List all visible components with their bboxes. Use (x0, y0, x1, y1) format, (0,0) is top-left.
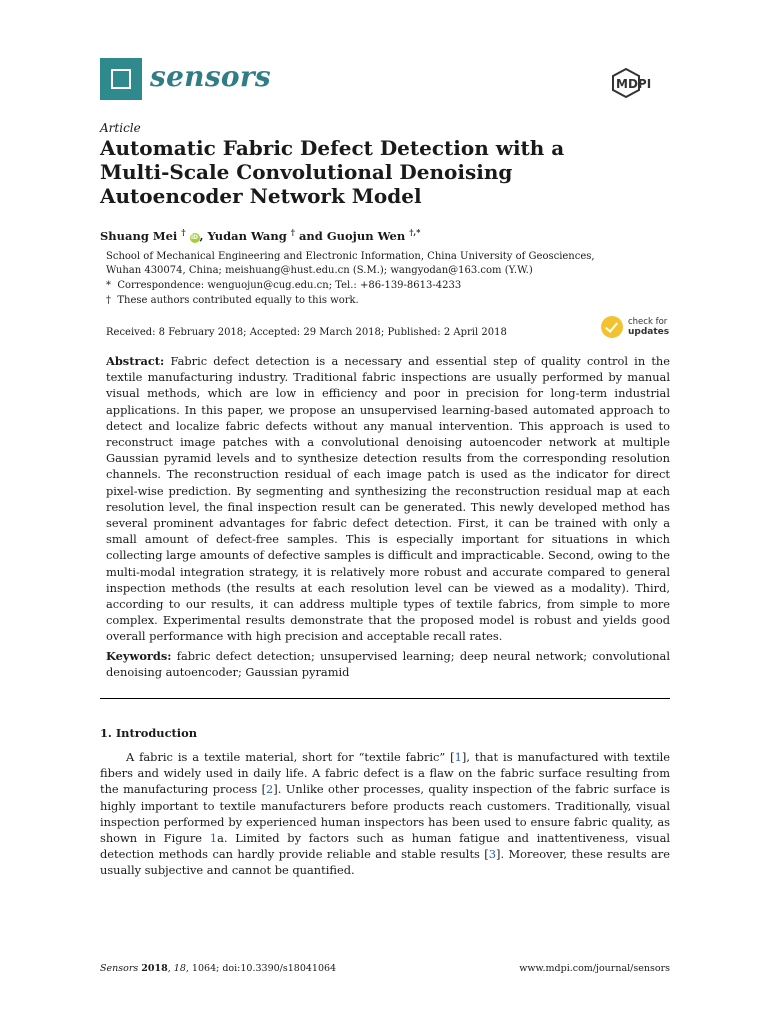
correspondence: * Correspondence: wenguojun@cug.edu.cn; Tel.: +86-139-8613-4233 (106, 280, 462, 291)
intro-text-part: a. Limited by factors such as human fatigue and inattentiveness, visual detection methods can hardly provide reliable and stable results [ (100, 831, 670, 862)
paper-title: Automatic Fabric Defect Detection with a Multi-Scale Convolutional Denoising Autoencoder Network Model (100, 136, 565, 208)
publication-dates: Received: 8 February 2018; Accepted: 29 March 2018; Published: 2 April 2018 (106, 327, 507, 338)
abstract (106, 353, 670, 645)
section-divider (100, 698, 670, 699)
author-separator: and (294, 228, 327, 243)
check-updates-line1: check for (628, 317, 668, 327)
citation-link[interactable]: 2 (266, 782, 274, 797)
abstract-label: Abstract: (106, 354, 165, 368)
publisher-name: MDPI (616, 77, 652, 91)
figure-link[interactable]: 1 (209, 831, 218, 846)
author-marks: † (181, 227, 186, 237)
affiliation: School of Mechanical Engineering and Electronic Information, China University of Geosciences, Wuhan 430074, China; meishuang@hust.edu.cn (S.M.); wangyodan@163.com (Y.W.) (106, 251, 595, 276)
journal-logo-icon (100, 58, 142, 100)
introduction-paragraph (100, 749, 670, 879)
intro-text-part: ]. Unlike other processes, quality inspection of the fabric surface is highly important to textile manufacturers before products reach customers. Traditionally, visual inspection performed by experienced human inspectors has been used to ensure fabric quality, as shown in Figure (100, 782, 671, 846)
orcid-icon[interactable]: iD (191, 233, 199, 241)
author-name: Guojun Wen (326, 228, 406, 243)
check-updates-line2: updates (628, 327, 670, 337)
keywords-text: fabric defect detection; unsupervised learning; deep neural network; convolutional denoising autoencoder; Gaussian pyramid (106, 649, 670, 680)
footer-citation: Sensors 2018, 18, 1064; doi:10.3390/s18041064 (100, 963, 337, 974)
author-separator: , (199, 228, 208, 243)
check-for-updates-button[interactable] (601, 316, 673, 340)
footer-year: 2018 (141, 963, 168, 974)
author-marks: †,* (409, 227, 421, 237)
footer-url[interactable]: www.mdpi.com/journal/sensors (519, 963, 670, 974)
citation-link[interactable]: 1 (454, 750, 462, 764)
keywords-label: Keywords: (106, 649, 172, 663)
intro-text-part: A fabric is a textile material, short for “textile fabric” [ (126, 750, 455, 764)
check-updates-icon (601, 316, 623, 338)
citation-link[interactable]: 3 (488, 847, 496, 862)
article-type: Article (100, 121, 141, 135)
footer-volume: 18 (173, 963, 186, 974)
author-name: Shuang Mei (100, 228, 178, 243)
abstract-text: Fabric defect detection is a necessary and essential step of quality control in the textile manufacturing industry. Traditional fabric inspections are usually performed by manual visual methods, which are low in efficiency and poor in precision for long-term industrial applications. In this paper, we propose an unsupervised learning-based automated approach to detect and localize fabric defects without any manual intervention. This approach is used to reconstruct image patches with a convolutional denoising autoencoder network at multiple Gaussian pyramid levels and to synthesize detection results from the corresponding resolution channels. The reconstruction residual of each image patch is used as the indicator for direct pixel-wise prediction. By segmenting and synthesizing the reconstruction residual map at each resolution level, the final inspection result can be generated. This newly developed method has several prominent advantages for fabric defect detection. First, it can be trained with only a small amount of defect-free samples. This is especially important for situations in which collecting large amounts of defective samples is difficult and impracticable. Second, owing to the multi-modal integration strategy, it is relatively more robust and accurate compared to general inspection methods (the results at each resolution level can be viewed as a modality). Third, according to our results, it can address multiple types of textile fabrics, from simple to more complex. Experimental results demonstrate that the proposed model is robust and yields good overall performance with high precision and acceptable recall rates. (106, 354, 670, 644)
footer-journal: Sensors (100, 963, 139, 974)
journal-name: sensors (150, 60, 271, 93)
author-name: Yudan Wang (207, 228, 287, 243)
section-heading: 1. Introduction (100, 726, 197, 740)
intro-text-part: ], that is manufactured with textile fibers and widely used in daily life. A fabric defect is a flaw on the fabric surface resulting from the manufacturing process [ (100, 750, 670, 797)
author-list (100, 227, 420, 243)
equal-contribution-note: † These authors contributed equally to this work. (106, 295, 359, 306)
mdpi-logo-icon (612, 68, 670, 98)
intro-text-part: ]. Moreover, these results are usually subjective and cannot be quantified. (100, 847, 670, 878)
keywords (106, 648, 670, 680)
author-marks: † (290, 227, 295, 237)
footer-doi: , 1064; doi:10.3390/s18041064 (185, 963, 337, 974)
